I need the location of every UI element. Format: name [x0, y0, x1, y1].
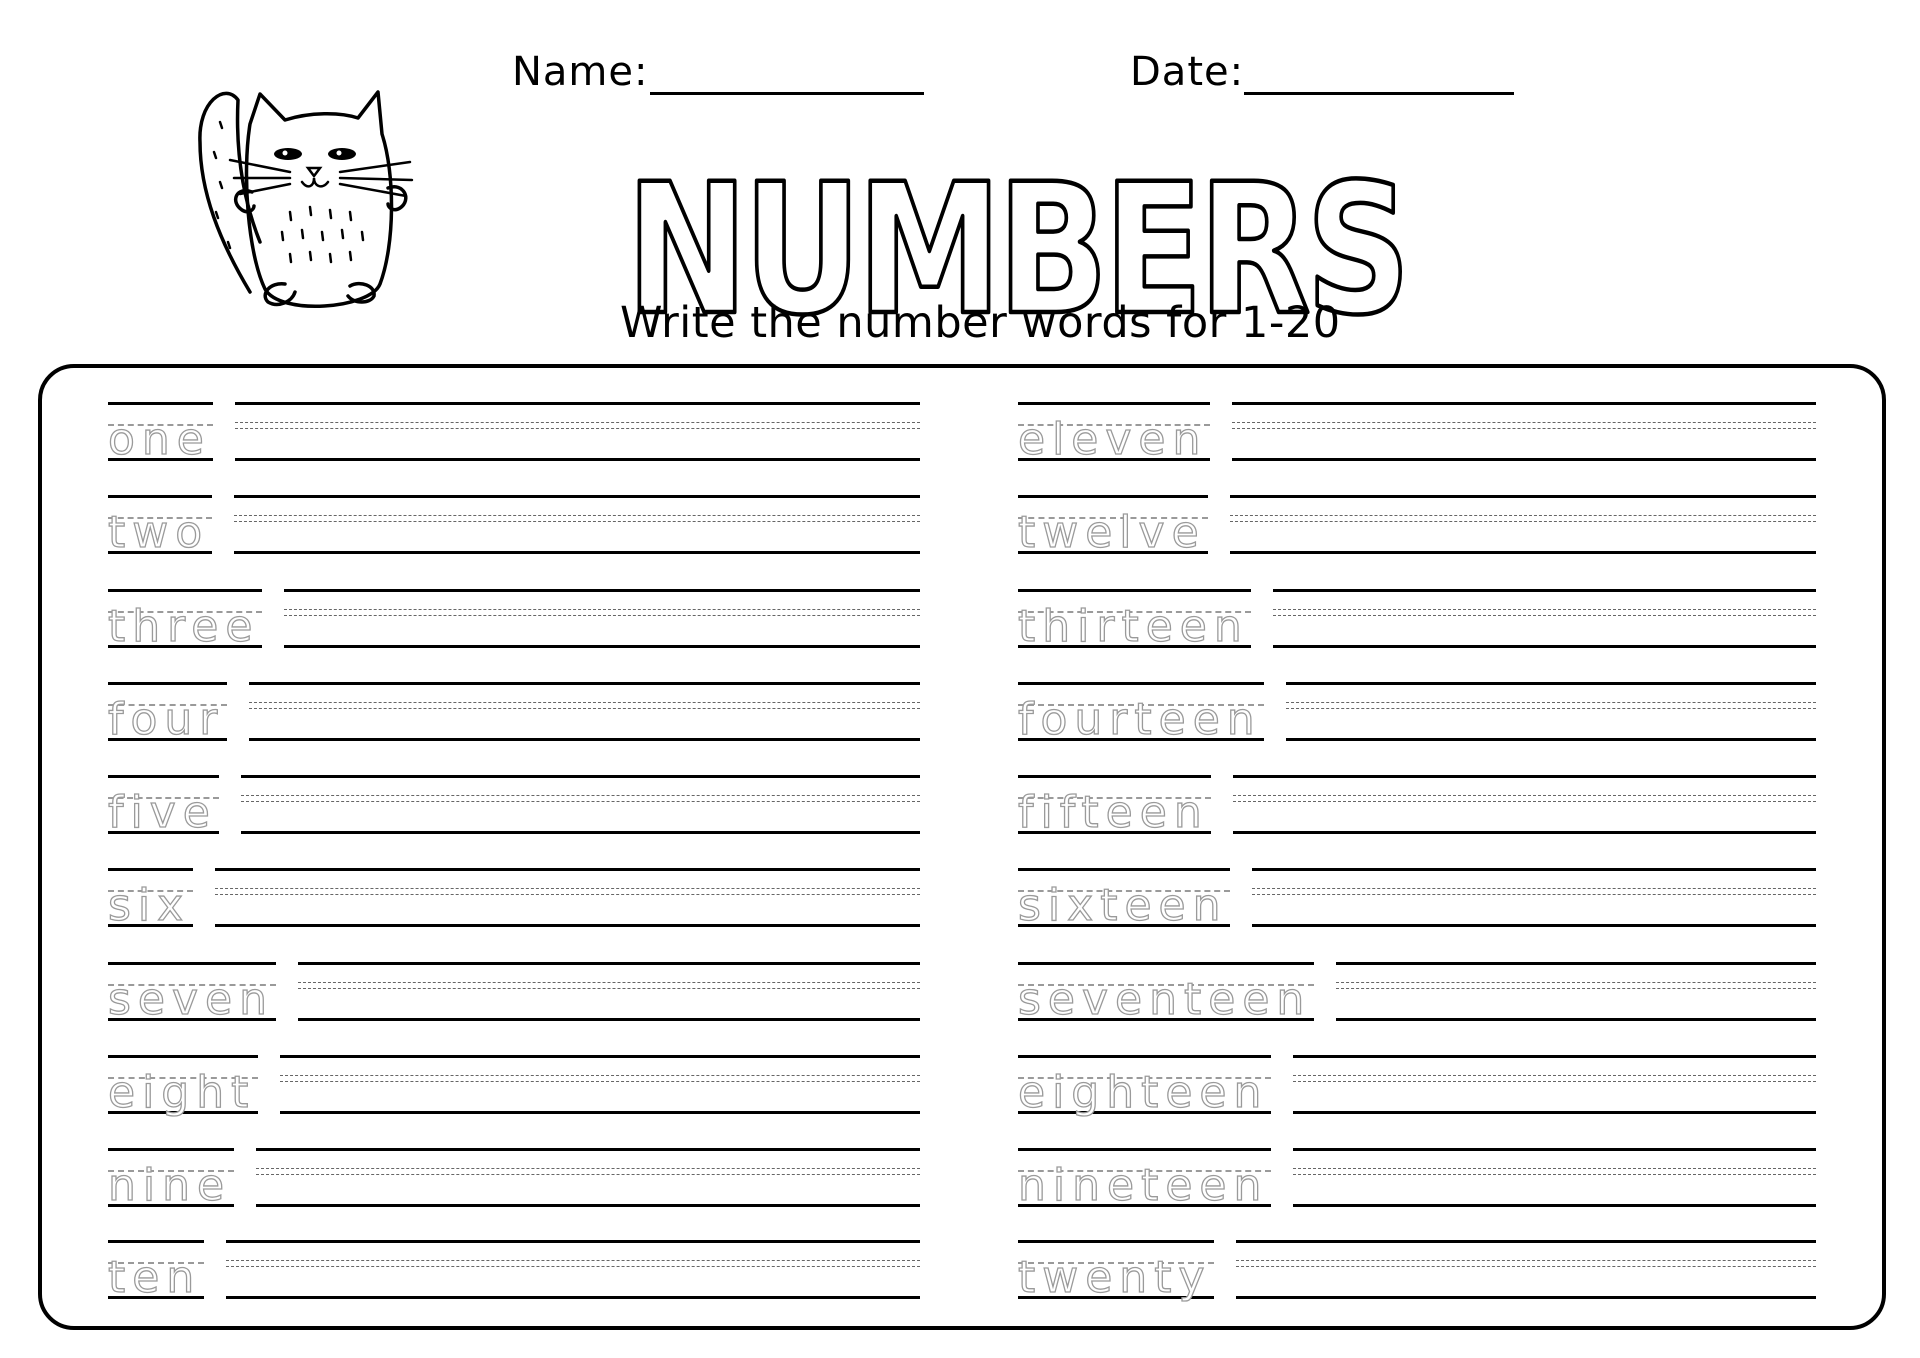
writing-top-line — [284, 589, 920, 592]
writing-mid-line — [1232, 428, 1816, 429]
writing-top-line — [234, 495, 920, 498]
trace-top-line — [108, 962, 276, 965]
writing-line[interactable] — [1336, 962, 1816, 1022]
writing-line[interactable] — [1236, 1240, 1816, 1300]
writing-mid-line — [256, 1168, 920, 1169]
trace-top-line — [108, 868, 193, 871]
word-row — [108, 1055, 920, 1118]
trace-word-cell — [1018, 962, 1314, 1025]
trace-word-cell — [108, 775, 219, 838]
writing-base-line — [249, 738, 920, 741]
date-label: Date: — [1130, 49, 1245, 95]
trace-word-cell — [1018, 1148, 1271, 1211]
trace-top-line — [1018, 962, 1314, 965]
trace-top-line — [1018, 775, 1211, 778]
word-row — [108, 775, 920, 838]
trace-word-cell — [108, 1240, 204, 1303]
writing-base-line — [298, 1018, 920, 1021]
writing-top-line — [1232, 402, 1816, 405]
word-row — [1018, 402, 1816, 465]
writing-line[interactable] — [1232, 402, 1816, 462]
title-text: NUMBERS — [626, 146, 1406, 340]
cat-illustration — [190, 82, 470, 318]
writing-mid-line — [1293, 1081, 1816, 1082]
name-field[interactable] — [650, 92, 924, 95]
word-row — [1018, 962, 1816, 1025]
trace-top-line — [108, 1240, 204, 1243]
trace-top-line — [1018, 402, 1210, 405]
writing-top-line — [1293, 1148, 1816, 1151]
word-row — [108, 1240, 920, 1303]
writing-mid-line — [1236, 1266, 1816, 1267]
trace-top-line — [108, 402, 213, 405]
writing-line[interactable] — [235, 402, 920, 462]
trace-word: twenty — [1018, 1252, 1212, 1303]
word-row — [108, 682, 920, 745]
writing-mid-line — [1293, 1168, 1816, 1169]
writing-mid-line — [1236, 1260, 1816, 1261]
trace-word: eleven — [1018, 414, 1208, 465]
writing-mid-line — [234, 521, 920, 522]
writing-base-line — [1273, 645, 1816, 648]
writing-line[interactable] — [298, 962, 920, 1022]
writing-mid-line — [298, 982, 920, 983]
trace-word: eight — [108, 1067, 256, 1118]
writing-mid-line — [1286, 708, 1816, 709]
trace-word: three — [108, 601, 260, 652]
trace-top-line — [108, 495, 212, 498]
trace-top-line — [1018, 1055, 1271, 1058]
writing-base-line — [226, 1296, 920, 1299]
writing-line[interactable] — [1286, 682, 1816, 742]
writing-mid-line — [234, 515, 920, 516]
writing-base-line — [1236, 1296, 1816, 1299]
trace-top-line — [1018, 495, 1208, 498]
writing-line[interactable] — [226, 1240, 920, 1300]
instructions: Write the number words for 1-20 — [620, 298, 1341, 348]
writing-mid-line — [1230, 521, 1816, 522]
writing-top-line — [256, 1148, 920, 1151]
trace-word-cell — [1018, 402, 1210, 465]
trace-word: seventeen — [1018, 974, 1312, 1025]
trace-top-line — [1018, 682, 1264, 685]
trace-word: fourteen — [1018, 694, 1262, 745]
writing-line[interactable] — [1293, 1148, 1816, 1208]
writing-mid-line — [298, 988, 920, 989]
trace-top-line — [108, 1055, 258, 1058]
trace-word: nineteen — [1018, 1160, 1269, 1211]
writing-top-line — [226, 1240, 920, 1243]
trace-word-cell — [108, 589, 262, 652]
writing-top-line — [1273, 589, 1816, 592]
writing-base-line — [1293, 1204, 1816, 1207]
word-row — [1018, 682, 1816, 745]
trace-top-line — [108, 589, 262, 592]
word-row — [108, 868, 920, 931]
writing-mid-line — [1233, 795, 1816, 796]
trace-word-cell — [108, 1148, 234, 1211]
writing-line[interactable] — [249, 682, 920, 742]
trace-word-cell — [1018, 868, 1230, 931]
trace-word-cell — [108, 962, 276, 1025]
trace-word: five — [108, 787, 217, 838]
writing-base-line — [284, 645, 920, 648]
trace-top-line — [1018, 868, 1230, 871]
writing-mid-line — [226, 1260, 920, 1261]
trace-word: nine — [108, 1160, 232, 1211]
writing-base-line — [1230, 551, 1816, 554]
trace-word-cell — [1018, 495, 1208, 558]
writing-top-line — [249, 682, 920, 685]
word-row — [1018, 1148, 1816, 1211]
trace-word-cell — [108, 495, 212, 558]
word-row — [1018, 868, 1816, 931]
writing-top-line — [1233, 775, 1816, 778]
trace-top-line — [108, 775, 219, 778]
writing-line[interactable] — [1230, 495, 1816, 555]
word-row — [108, 402, 920, 465]
trace-top-line — [1018, 1148, 1271, 1151]
writing-mid-line — [215, 894, 920, 895]
writing-mid-line — [1336, 982, 1816, 983]
writing-base-line — [235, 458, 920, 461]
trace-word: twelve — [1018, 507, 1206, 558]
writing-top-line — [280, 1055, 920, 1058]
writing-base-line — [1232, 458, 1816, 461]
writing-mid-line — [1252, 888, 1816, 889]
writing-base-line — [241, 831, 920, 834]
writing-line[interactable] — [1273, 589, 1816, 649]
word-row — [1018, 1055, 1816, 1118]
trace-word: eighteen — [1018, 1067, 1269, 1118]
word-row — [1018, 495, 1816, 558]
writing-top-line — [1252, 868, 1816, 871]
trace-word: thirteen — [1018, 601, 1249, 652]
writing-mid-line — [1252, 894, 1816, 895]
writing-base-line — [1233, 831, 1816, 834]
writing-mid-line — [215, 888, 920, 889]
writing-mid-line — [280, 1075, 920, 1076]
writing-top-line — [235, 402, 920, 405]
writing-top-line — [1286, 682, 1816, 685]
writing-mid-line — [1273, 609, 1816, 610]
word-row — [1018, 589, 1816, 652]
writing-base-line — [1286, 738, 1816, 741]
writing-line[interactable] — [280, 1055, 920, 1115]
writing-line[interactable] — [1252, 868, 1816, 928]
trace-word: ten — [108, 1252, 202, 1303]
trace-word: six — [108, 880, 191, 931]
writing-mid-line — [249, 708, 920, 709]
writing-mid-line — [280, 1081, 920, 1082]
word-row — [1018, 1240, 1816, 1303]
writing-mid-line — [235, 422, 920, 423]
writing-mid-line — [249, 702, 920, 703]
writing-mid-line — [1336, 988, 1816, 989]
trace-word-cell — [1018, 1055, 1271, 1118]
trace-word: sixteen — [1018, 880, 1228, 931]
trace-word-cell — [108, 868, 193, 931]
writing-mid-line — [235, 428, 920, 429]
writing-line[interactable] — [241, 775, 920, 835]
writing-base-line — [280, 1111, 920, 1114]
writing-mid-line — [241, 801, 920, 802]
writing-mid-line — [256, 1174, 920, 1175]
name-label: Name: — [512, 49, 649, 95]
writing-mid-line — [284, 609, 920, 610]
writing-base-line — [256, 1204, 920, 1207]
writing-top-line — [215, 868, 920, 871]
writing-base-line — [1293, 1111, 1816, 1114]
writing-base-line — [234, 551, 920, 554]
writing-base-line — [1336, 1018, 1816, 1021]
writing-line[interactable] — [1233, 775, 1816, 835]
trace-word-cell — [1018, 1240, 1214, 1303]
word-row — [108, 1148, 920, 1211]
writing-mid-line — [1233, 801, 1816, 802]
writing-line[interactable] — [1293, 1055, 1816, 1115]
writing-top-line — [298, 962, 920, 965]
writing-base-line — [1252, 924, 1816, 927]
word-row — [108, 962, 920, 1025]
writing-line[interactable] — [234, 495, 920, 555]
writing-mid-line — [284, 615, 920, 616]
trace-word-cell — [1018, 775, 1211, 838]
trace-top-line — [1018, 1240, 1214, 1243]
writing-top-line — [1236, 1240, 1816, 1243]
trace-top-line — [108, 1148, 234, 1151]
writing-line[interactable] — [256, 1148, 920, 1208]
writing-mid-line — [1286, 702, 1816, 703]
trace-word-cell — [1018, 682, 1264, 745]
word-row — [1018, 775, 1816, 838]
writing-top-line — [241, 775, 920, 778]
writing-base-line — [215, 924, 920, 927]
writing-top-line — [1230, 495, 1816, 498]
writing-mid-line — [1273, 615, 1816, 616]
trace-word-cell — [108, 682, 227, 745]
trace-word: two — [108, 507, 210, 558]
trace-top-line — [108, 682, 227, 685]
trace-word-cell — [1018, 589, 1251, 652]
writing-line[interactable] — [215, 868, 920, 928]
writing-mid-line — [1293, 1174, 1816, 1175]
writing-mid-line — [241, 795, 920, 796]
writing-top-line — [1293, 1055, 1816, 1058]
writing-mid-line — [1232, 422, 1816, 423]
trace-word: four — [108, 694, 225, 745]
writing-mid-line — [1230, 515, 1816, 516]
trace-top-line — [1018, 589, 1251, 592]
writing-mid-line — [226, 1266, 920, 1267]
writing-mid-line — [1293, 1075, 1816, 1076]
writing-top-line — [1336, 962, 1816, 965]
word-row — [108, 589, 920, 652]
word-row — [108, 495, 920, 558]
trace-word-cell — [108, 402, 213, 465]
date-field[interactable] — [1244, 92, 1514, 95]
writing-line[interactable] — [284, 589, 920, 649]
trace-word: seven — [108, 974, 274, 1025]
trace-word-cell — [108, 1055, 258, 1118]
trace-word: fifteen — [1018, 787, 1209, 838]
trace-word: one — [108, 414, 211, 465]
